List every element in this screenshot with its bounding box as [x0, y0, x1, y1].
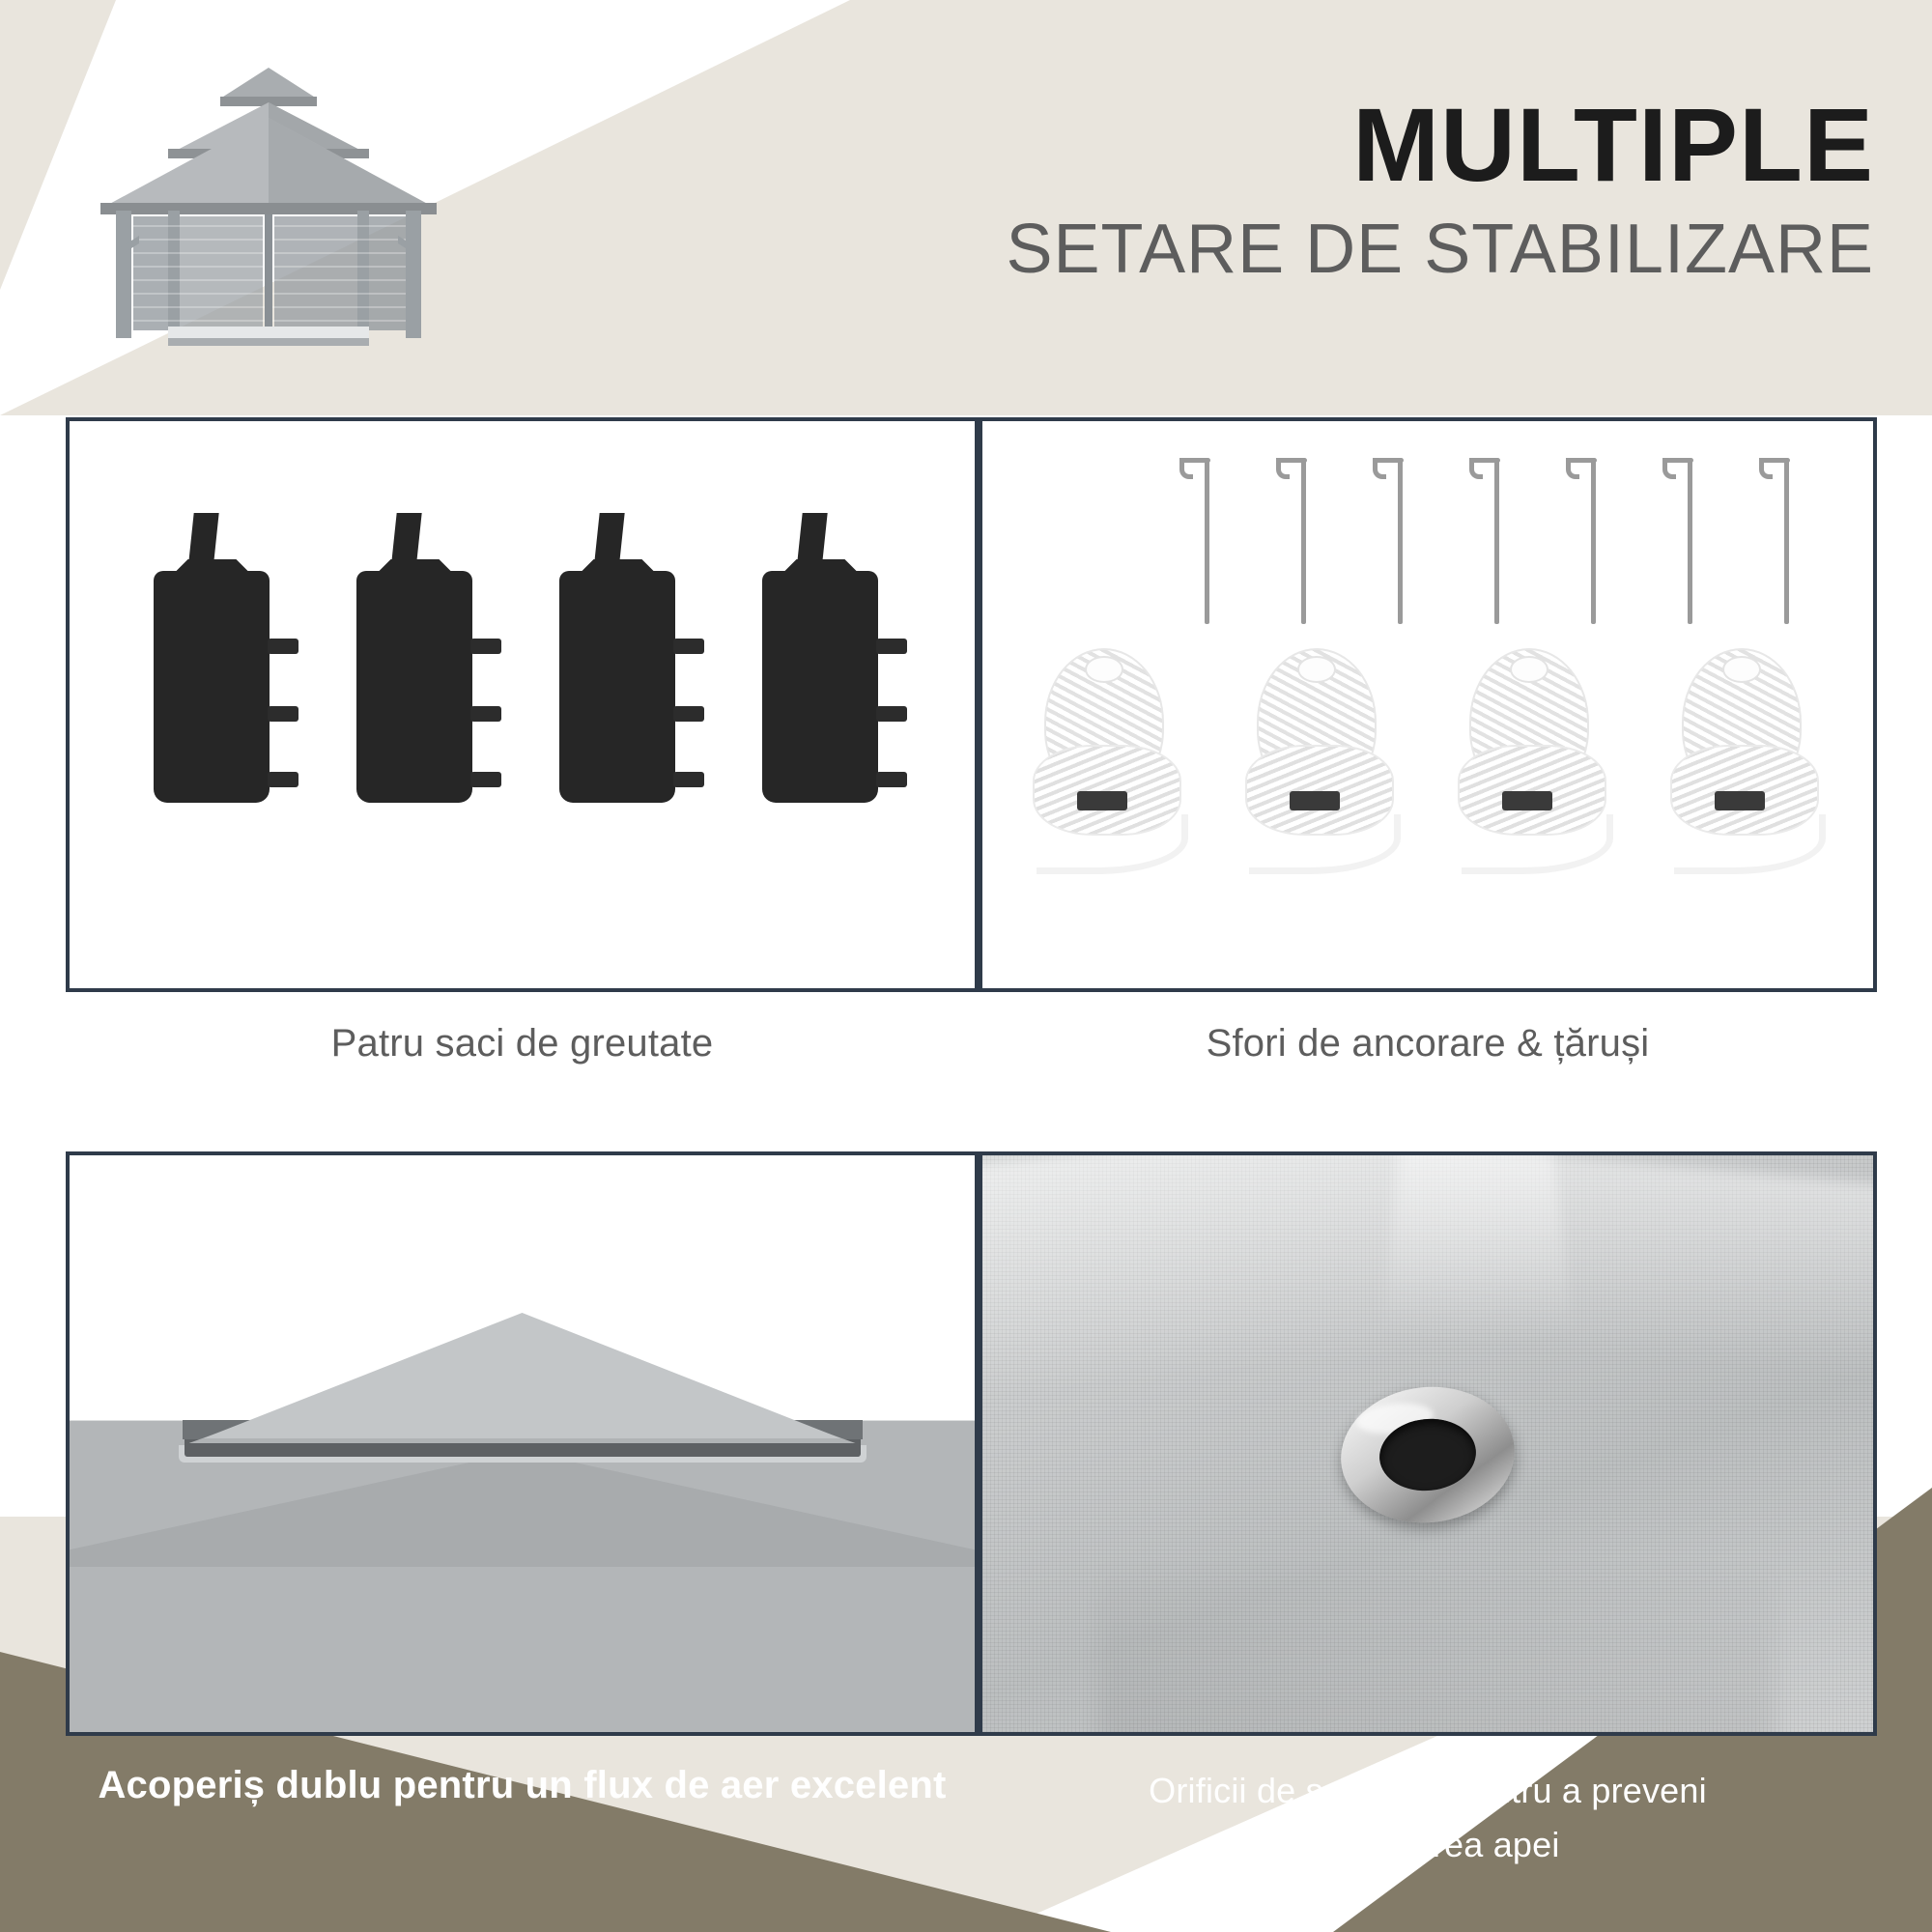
weight-bag — [754, 513, 899, 803]
caption-drainage-line-1: Orificii de scurgere pentru a preveni — [1149, 1771, 1707, 1810]
stake-hook-curve — [1469, 458, 1483, 479]
weight-bag-strap — [876, 706, 907, 722]
weight-bag-strap — [268, 772, 298, 787]
gazebo-icon — [75, 60, 462, 369]
rope-tensioner — [1502, 791, 1552, 810]
weight-bag — [349, 513, 494, 803]
rope-tail — [1037, 814, 1188, 874]
gazebo-thumbnail-image — [75, 60, 462, 369]
panel-double-roof — [66, 1151, 979, 1736]
caption-double-roof: Acoperiș dublu pentru un flux de aer excelent — [98, 1764, 947, 1806]
weight-bag-body — [762, 571, 878, 803]
stake-hook-curve — [1276, 458, 1290, 479]
caption-ropes-and-stakes: Sfori de ancorare & țăruși — [1206, 1022, 1650, 1065]
weight-bag-strap — [470, 706, 501, 722]
ground-stake — [1562, 450, 1612, 624]
fabric-fold-shadow — [1098, 1558, 1775, 1736]
ground-stake — [1659, 450, 1709, 624]
rope-tensioner — [1715, 791, 1765, 810]
weight-bag-group — [70, 513, 975, 803]
guy-rope-bundle — [1239, 648, 1404, 870]
caption-drainage-line-2: Acumularea apei — [1295, 1824, 1560, 1864]
rope-knot — [1297, 656, 1336, 683]
panel-drainage-grommet — [979, 1151, 1877, 1736]
header-block — [618, 86, 1874, 289]
weight-bag-strap — [268, 706, 298, 722]
weight-bag-strap — [673, 772, 704, 787]
weight-bag-strap — [470, 639, 501, 654]
stake-hook-curve — [1373, 458, 1386, 479]
stake-shaft — [1494, 460, 1499, 624]
rope-tail — [1674, 814, 1826, 874]
stake-group — [982, 450, 1873, 643]
panel-ropes-and-stakes — [979, 417, 1877, 992]
weight-bag-body — [356, 571, 472, 803]
weight-bag-strap — [268, 639, 298, 654]
rope-tensioner — [1077, 791, 1127, 810]
stake-shaft — [1591, 460, 1596, 624]
guy-rope-bundle — [1452, 648, 1616, 870]
ground-stake — [1176, 450, 1226, 624]
header-title: MULTIPLE — [1352, 86, 1874, 203]
weight-bag-strap — [876, 639, 907, 654]
weight-bag — [552, 513, 696, 803]
rope-tail — [1249, 814, 1401, 874]
stake-hook-curve — [1566, 458, 1579, 479]
ground-stake — [1755, 450, 1805, 624]
rope-group — [982, 648, 1873, 870]
weight-bag-body — [559, 571, 675, 803]
stake-hook-curve — [1179, 458, 1193, 479]
guy-rope-bundle — [1664, 648, 1829, 870]
panel-weight-bags — [66, 417, 979, 992]
rope-knot — [1510, 656, 1548, 683]
guy-rope-bundle — [1027, 648, 1191, 870]
ground-stake — [1272, 450, 1322, 624]
stake-shaft — [1688, 460, 1692, 624]
stake-shaft — [1301, 460, 1306, 624]
stake-hook-curve — [1662, 458, 1676, 479]
stake-shaft — [1205, 460, 1209, 624]
weight-bag-strap — [673, 639, 704, 654]
caption-weight-bags: Patru saci de greutate — [330, 1022, 714, 1065]
rope-knot — [1722, 656, 1761, 683]
stake-hook-curve — [1759, 458, 1773, 479]
weight-bag — [146, 513, 291, 803]
weight-bag-body — [154, 571, 270, 803]
caption-drainage-grommet — [979, 1764, 1877, 1872]
ground-stake — [1369, 450, 1419, 624]
stake-shaft — [1398, 460, 1403, 624]
rope-tail — [1462, 814, 1613, 874]
rope-tensioner — [1290, 791, 1340, 810]
rope-knot — [1085, 656, 1123, 683]
stake-shaft — [1784, 460, 1789, 624]
weight-bag-strap — [876, 772, 907, 787]
header-subtitle: SETARE DE STABILIZARE — [1006, 211, 1874, 289]
weight-bag-strap — [673, 706, 704, 722]
weight-bag-strap — [470, 772, 501, 787]
ground-stake — [1465, 450, 1516, 624]
